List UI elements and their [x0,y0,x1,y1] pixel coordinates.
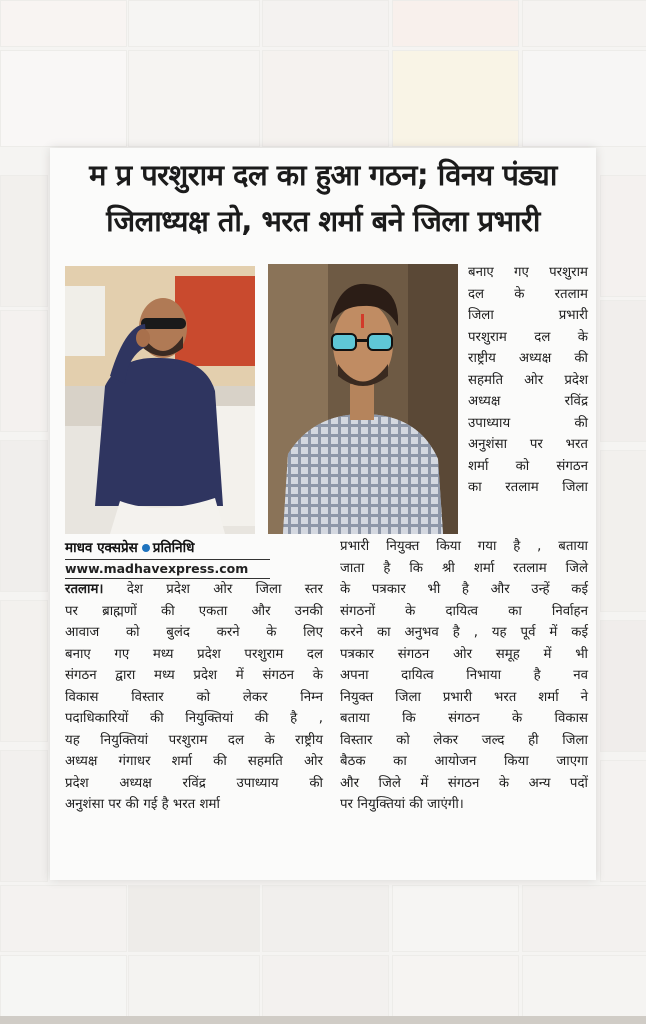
text-line: पर नियुक्तियां की जाएंगी। [340,797,464,812]
text-line: अनुशंसा पर भरत [468,437,588,452]
text-line: अपना दायित्व निभाया है नव [340,668,588,683]
text-line: प्रदेश अध्यक्ष रविंद्र उपाध्याय की [65,775,323,791]
text-line: बनाए गए मध्य प्रदेश परशुराम दल [65,646,323,662]
text-line: अनुशंसा पर की गई है भरत शर्मा [65,797,220,812]
text-line: जिला प्रभारी [468,308,588,323]
text-line: प्रभारी नियुक्त किया गया है , बताया [340,539,588,554]
text-line: परशुराम दल के [468,329,588,345]
text-line: यह नियुक्तियां परशुराम दल के राष्ट्रीय [65,732,323,748]
photo-vinay-pandya [65,266,255,534]
text-line: पत्रकार संगठन ओर समूह में भी [340,646,588,662]
text-line: विस्तार को लेकर जल्द ही जिला [340,732,588,748]
column-left [65,579,323,816]
text-line: रतलाम। देश प्रदेश ओर जिला स्तर [65,582,323,597]
text-line: का रतलाम जिला [468,480,588,495]
text-line: राष्ट्रीय अध्यक्ष की [468,351,588,366]
text-line: दल के रतलाम [468,286,588,302]
text-line: और जिले में संगठन के अन्य पदों [340,775,588,791]
headline-line-2: जिलाध्यक्ष तो, भरत शर्मा बने जिला प्रभारी [106,204,540,238]
column-right-bottom [340,536,588,816]
text-line: शर्मा को संगठन [468,458,588,474]
text-line: बैठक का आयोजन किया जाएगा [340,754,588,769]
website-url: www.madhavexpress.com [65,561,249,576]
column-right-top [468,262,588,499]
text-line: उपाध्याय की [468,415,588,431]
headline-line-1: म प्र परशुराम दल का हुआ गठन; विनय पंड्या [89,158,557,192]
text-line: नियुक्त जिला प्रभारी भरत शर्मा ने [340,689,588,705]
text-line: सहमति ओर प्रदेश [468,372,588,388]
photo-bharat-sharma [268,264,458,534]
text-line: अध्यक्ष गंगाधर शर्मा की सहमति ओर [65,754,323,769]
publication-name: माधव एक्सप्रेस [65,540,138,556]
text-line: जाता है कि श्री शर्मा रतलाम जिले [340,560,588,576]
text-line: पदाधिकारियों की नियुक्तियां की है , [65,711,323,726]
text-line: आवाज को बुलंद करने के लिए [65,625,323,640]
text-line: पर ब्राह्मणों की एकता और उनकी [65,603,323,619]
newspaper-clipping [50,148,596,880]
text-line: के पत्रकार भी है और उन्हें कई [340,582,588,597]
text-line: बताया कि संगठन के विकास [340,711,588,726]
dateline-city: रतलाम। [65,582,104,597]
byline [65,538,265,556]
text-line: संगठनों के दायित्व का निर्वाहन [340,603,588,619]
text-line: करने का अनुभव है , यह पूर्व में कई [340,625,588,640]
text-line: अध्यक्ष रविंद्र [468,394,588,409]
article-headline [50,152,596,244]
bottom-strip [0,1016,646,1024]
divider [65,559,270,560]
text-line: संगठन द्वारा मध्य प्रदेश में संगठन के [65,668,323,683]
text-line: बनाए गए परशुराम [468,265,588,280]
byline-role: प्रतिनिधि [152,540,195,556]
text-line: विकास विस्तार को लेकर निम्न [65,689,323,705]
bullet-dot-icon [142,544,150,552]
